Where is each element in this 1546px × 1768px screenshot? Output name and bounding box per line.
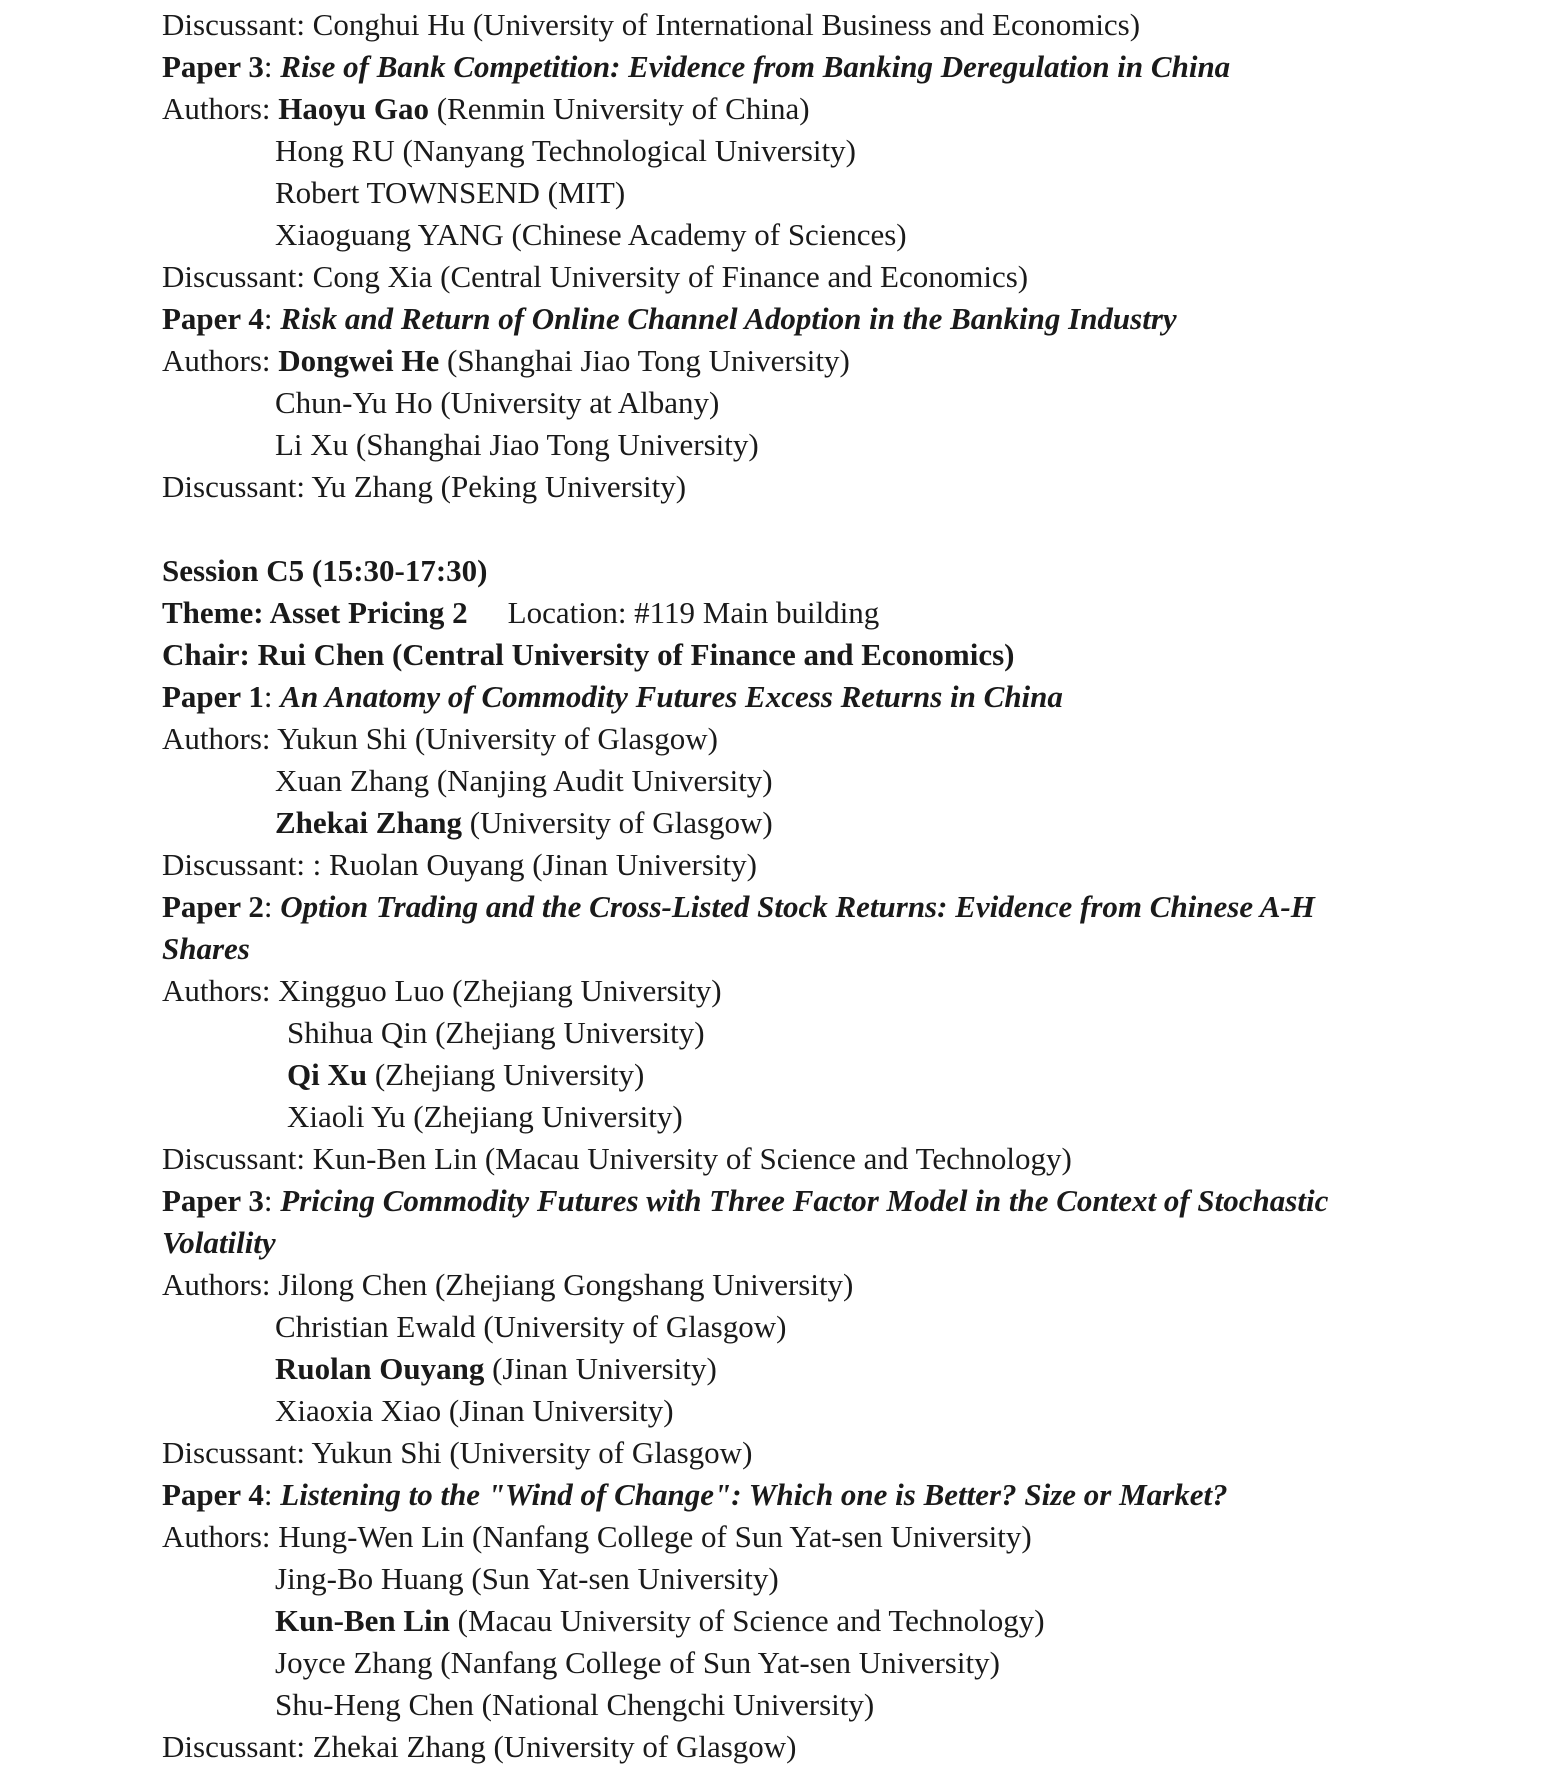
author-line bbox=[162, 1558, 1406, 1600]
text-segment: : bbox=[263, 49, 281, 84]
paper-title-line bbox=[162, 1180, 1406, 1222]
text-segment: Authors: bbox=[162, 343, 279, 378]
author-line bbox=[162, 424, 1406, 466]
authors-line bbox=[162, 718, 1406, 760]
theme-location-line bbox=[162, 592, 1406, 634]
text-segment: Authors: Yukun Shi (University of Glasgow) bbox=[162, 721, 718, 756]
text-segment: Rise of Bank Competition: Evidence from Banking Deregulation in China bbox=[280, 49, 1231, 84]
text-segment: Discussant: : Ruolan Ouyang (Jinan University) bbox=[162, 847, 757, 882]
text-segment: (University of Glasgow) bbox=[461, 805, 773, 840]
text-segment: Qi Xu bbox=[287, 1057, 368, 1092]
author-line bbox=[162, 760, 1406, 802]
text-segment: Paper 1 bbox=[162, 679, 264, 714]
text-segment: Discussant: Yu Zhang (Peking University) bbox=[162, 469, 687, 504]
text-segment: Dongwei He bbox=[278, 343, 440, 378]
author-line bbox=[162, 130, 1406, 172]
author-line bbox=[162, 1096, 1406, 1138]
paper-title-line bbox=[162, 886, 1406, 928]
author-line bbox=[162, 172, 1406, 214]
discussant-line bbox=[162, 1138, 1406, 1180]
author-line bbox=[162, 1600, 1406, 1642]
discussant-line bbox=[162, 844, 1406, 886]
discussant-line bbox=[162, 466, 1406, 508]
text-segment: Shihua Qin (Zhejiang University) bbox=[287, 1015, 705, 1050]
paper-title-line bbox=[162, 298, 1406, 340]
authors-line bbox=[162, 88, 1406, 130]
text-segment: (Zhejiang University) bbox=[367, 1057, 645, 1092]
text-segment: Chun-Yu Ho (University at Albany) bbox=[275, 385, 720, 420]
discussant-line bbox=[162, 1726, 1406, 1768]
text-segment: Location: #119 Main building bbox=[507, 595, 880, 630]
text-segment: Hong RU (Nanyang Technological University) bbox=[275, 133, 856, 168]
text-segment: : bbox=[263, 679, 281, 714]
authors-line bbox=[162, 1264, 1406, 1306]
paper-title-continuation bbox=[162, 928, 1406, 970]
text-segment: Option Trading and the Cross-Listed Stock Returns: Evidence from Chinese A-H bbox=[280, 889, 1315, 924]
text-segment: Haoyu Gao bbox=[278, 91, 429, 126]
text-segment: Robert TOWNSEND (MIT) bbox=[275, 175, 626, 210]
text-segment: Christian Ewald (University of Glasgow) bbox=[275, 1309, 787, 1344]
text-segment: Theme: Asset Pricing 2 bbox=[162, 595, 468, 630]
text-segment: Volatility bbox=[162, 1225, 276, 1260]
text-segment: Authors: Jilong Chen (Zhejiang Gongshang University) bbox=[162, 1267, 854, 1302]
text-segment: Listening to the "Wind of Change": Which one is Better? Size or Market? bbox=[280, 1477, 1228, 1512]
text-segment: Jing-Bo Huang (Sun Yat-sen University) bbox=[275, 1561, 779, 1596]
text-segment: Xiaoxia Xiao (Jinan University) bbox=[275, 1393, 674, 1428]
paper-title-line bbox=[162, 46, 1406, 88]
text-segment: Chair: Rui Chen (Central University of Finance and Economics) bbox=[162, 637, 1015, 672]
discussant-line bbox=[162, 1432, 1406, 1474]
text-segment: Paper 4 bbox=[162, 1477, 264, 1512]
author-line bbox=[162, 1684, 1406, 1726]
text-segment: : bbox=[263, 889, 281, 924]
text-segment: Li Xu (Shanghai Jiao Tong University) bbox=[275, 427, 759, 462]
text-segment: Discussant: Zhekai Zhang (University of Glasgow) bbox=[162, 1729, 797, 1764]
author-line bbox=[162, 214, 1406, 256]
text-segment: Discussant: Cong Xia (Central University of Finance and Economics) bbox=[162, 259, 1029, 294]
text-segment: (Shanghai Jiao Tong University) bbox=[439, 343, 850, 378]
text-segment: Joyce Zhang (Nanfang College of Sun Yat-sen University) bbox=[275, 1645, 1000, 1680]
text-segment: : bbox=[263, 1183, 281, 1218]
text-segment: Ruolan Ouyang bbox=[275, 1351, 485, 1386]
discussant-line bbox=[162, 4, 1406, 46]
text-segment: Authors: Hung-Wen Lin (Nanfang College of Sun Yat-sen University) bbox=[162, 1519, 1032, 1554]
session-heading bbox=[162, 550, 1406, 592]
author-line bbox=[162, 1348, 1406, 1390]
authors-line bbox=[162, 1516, 1406, 1558]
document-body bbox=[162, 4, 1406, 1768]
text-segment: Paper 3 bbox=[162, 49, 264, 84]
text-segment: Pricing Commodity Futures with Three Factor Model in the Context of Stochastic bbox=[280, 1183, 1329, 1218]
text-segment: (Renmin University of China) bbox=[428, 91, 810, 126]
text-segment: : bbox=[263, 1477, 281, 1512]
author-line bbox=[162, 1642, 1406, 1684]
authors-line bbox=[162, 340, 1406, 382]
text-segment: Discussant: Yukun Shi (University of Glasgow) bbox=[162, 1435, 753, 1470]
chair-line bbox=[162, 634, 1406, 676]
text-segment: Discussant: Conghui Hu (University of International Business and Economics) bbox=[162, 7, 1141, 42]
author-line bbox=[162, 382, 1406, 424]
author-line bbox=[162, 1306, 1406, 1348]
text-segment: Shares bbox=[162, 931, 250, 966]
paper-title-line bbox=[162, 1474, 1406, 1516]
text-segment: : bbox=[263, 301, 281, 336]
paper-title-line bbox=[162, 676, 1406, 718]
text-segment: Xuan Zhang (Nanjing Audit University) bbox=[275, 763, 773, 798]
blank-line bbox=[162, 508, 1406, 550]
author-line bbox=[162, 802, 1406, 844]
authors-line bbox=[162, 970, 1406, 1012]
text-segment: Paper 2 bbox=[162, 889, 264, 924]
author-line bbox=[162, 1054, 1406, 1096]
paper-title-continuation bbox=[162, 1222, 1406, 1264]
text-segment: Session C5 (15:30-17:30) bbox=[162, 553, 488, 588]
text-segment: Xiaoli Yu (Zhejiang University) bbox=[287, 1099, 683, 1134]
text-segment: Discussant: Kun-Ben Lin (Macau University of Science and Technology) bbox=[162, 1141, 1072, 1176]
text-segment: Risk and Return of Online Channel Adoption in the Banking Industry bbox=[280, 301, 1177, 336]
text-segment: (Jinan University) bbox=[484, 1351, 717, 1386]
text-segment: Paper 4 bbox=[162, 301, 264, 336]
author-line bbox=[162, 1390, 1406, 1432]
text-segment: Authors: bbox=[162, 91, 279, 126]
text-segment: Kun-Ben Lin bbox=[275, 1603, 450, 1638]
text-segment: An Anatomy of Commodity Futures Excess Returns in China bbox=[280, 679, 1063, 714]
text-segment: (Macau University of Science and Technology) bbox=[449, 1603, 1045, 1638]
text-segment: Authors: Xingguo Luo (Zhejiang University) bbox=[162, 973, 722, 1008]
text-segment: Shu-Heng Chen (National Chengchi University) bbox=[275, 1687, 875, 1722]
discussant-line bbox=[162, 256, 1406, 298]
author-line bbox=[162, 1012, 1406, 1054]
text-segment: Xiaoguang YANG (Chinese Academy of Sciences) bbox=[275, 217, 907, 252]
text-segment: Paper 3 bbox=[162, 1183, 264, 1218]
text-segment: Zhekai Zhang bbox=[275, 805, 462, 840]
